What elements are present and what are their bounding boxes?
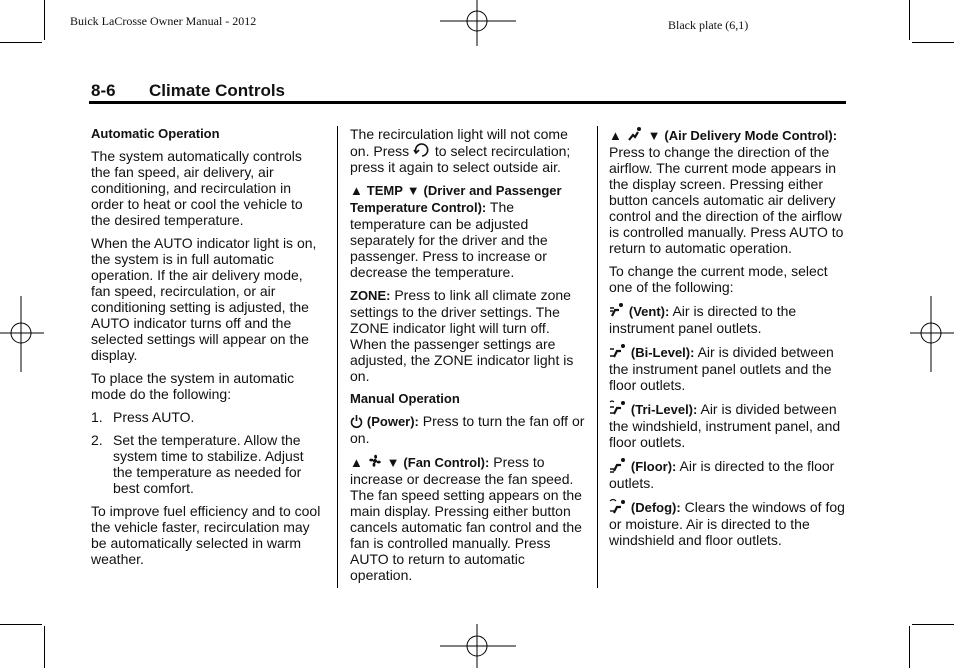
paragraph: To improve fuel efficiency and to cool the vehicle faster, recirculation may be automatically selected in warm weather.: [91, 503, 321, 567]
crop-mark: [912, 42, 954, 43]
paragraph: To place the system in automatic mode do the following:: [91, 370, 295, 402]
registration-mark: [440, 0, 516, 46]
text: The recirculation light will not come on. Press: [350, 126, 568, 159]
trilevel-paragraph: [609, 400, 847, 450]
bold-term: ZONE:: [350, 288, 391, 303]
bold-term: (Vent):: [628, 304, 670, 319]
temp-paragraph: [350, 182, 588, 280]
down-arrow-icon: ▼: [647, 128, 661, 143]
tri-level-mode-icon: [609, 400, 627, 416]
power-paragraph: [350, 413, 588, 446]
text: Air is directed to the floor outlets.: [609, 458, 835, 491]
bold-term: (Fan Control):: [403, 455, 490, 470]
bold-term: (Power):: [366, 414, 419, 429]
plate-label: Black plate (6,1): [668, 18, 749, 32]
down-arrow-icon: ▼: [386, 455, 400, 470]
defog-paragraph: [609, 498, 847, 548]
paragraph: To change the current mode, select one of the following:: [609, 263, 828, 295]
air-delivery-mode-icon: [626, 126, 644, 142]
manual-operation-heading: Manual Operation: [350, 391, 460, 406]
text: Air is divided between the windshield, instrument panel, and floor outlets.: [609, 401, 841, 450]
column-3: [609, 126, 847, 555]
text: to select recirculation; press it again to select outside air.: [350, 143, 571, 175]
bi-level-mode-icon: [609, 343, 627, 359]
bold-term: (Defog):: [630, 500, 681, 515]
step-text: Set the temperature. Allow the system time to stabilize. Adjust the temperature as needed for best comfort.: [113, 432, 304, 496]
text: Press to increase or decrease the fan speed. The fan speed setting appears on the main display. Pressing either button cancels automatic fan control and the fan is controlled manually. Press AUTO to return to automatic operation.: [350, 454, 582, 583]
crop-mark: [44, 0, 45, 40]
floor-mode-icon: [609, 457, 627, 473]
text: Clears the windows of fog or moisture. Air is directed to the windshield and floor outlets.: [609, 499, 845, 548]
down-arrow-icon: ▼: [406, 183, 420, 198]
registration-mark: [0, 296, 44, 372]
crop-mark: [0, 624, 42, 625]
crop-mark: [0, 42, 42, 43]
vent-paragraph: [609, 302, 847, 336]
power-icon: [350, 414, 363, 428]
column-divider: [337, 126, 338, 588]
crop-mark: [44, 626, 45, 668]
floor-paragraph: [609, 457, 847, 491]
title-rule: [89, 101, 846, 104]
column-divider: [597, 126, 598, 588]
text: Air is directed to the instrument panel outlets.: [609, 303, 797, 336]
list-item: [91, 432, 323, 496]
registration-mark: [440, 624, 516, 668]
section-name: Climate Controls: [149, 81, 286, 100]
fan-paragraph: [350, 453, 588, 583]
text: Press to change the direction of the airflow. The current mode appears in the display screen. Pressing either button cancels automatic air delivery control and the direction of the airflow is controlled manually. Press AUTO to return to automatic operation.: [609, 144, 844, 256]
defog-mode-icon: [609, 498, 627, 514]
text: The temperature can be adjusted separately for the driver and the passenger. Press to increase or decrease the temperature.: [350, 199, 548, 280]
step-number: 1.: [91, 409, 103, 425]
step-text: Press AUTO.: [113, 409, 195, 425]
list-item: [91, 409, 323, 425]
zone-paragraph: [350, 287, 588, 384]
column-2: [350, 126, 588, 590]
step-number: 2.: [91, 432, 103, 448]
temp-label: TEMP: [366, 183, 403, 198]
steps-list: [91, 409, 323, 496]
bold-term: (Bi-Level):: [630, 345, 695, 360]
section-title: [91, 81, 285, 101]
section-number: 8-6: [91, 81, 116, 100]
text: Press to turn the fan off or on.: [350, 413, 585, 446]
up-arrow-icon: ▲: [350, 183, 363, 198]
bilevel-paragraph: [609, 343, 847, 393]
crop-mark: [912, 624, 954, 625]
air-delivery-paragraph: [609, 126, 847, 256]
registration-mark: [910, 296, 954, 372]
up-arrow-icon: ▲: [350, 455, 363, 470]
fan-icon: [367, 453, 383, 469]
bold-term: (Floor):: [630, 459, 677, 474]
bold-term: (Air Delivery Mode Control):: [664, 128, 838, 143]
automatic-operation-heading: Automatic Operation: [91, 126, 220, 141]
recirculation-paragraph: [350, 126, 588, 175]
text: Air is divided between the instrument panel outlets and the floor outlets.: [609, 344, 834, 393]
bold-term: (Tri-Level):: [630, 402, 698, 417]
up-arrow-icon: ▲: [609, 128, 622, 143]
crop-mark: [909, 0, 910, 40]
column-1: [91, 126, 323, 574]
bold-term: (Driver and Passenger Temperature Control):: [350, 183, 562, 215]
vent-mode-icon: [609, 302, 625, 318]
crop-mark: [909, 626, 910, 668]
paragraph: The system automatically controls the fan speed, air delivery, air conditioning, and recirculation in order to heat or cool the vehicle to the desired temperature.: [91, 148, 303, 228]
manual-title-header: Buick LaCrosse Owner Manual - 2012: [70, 14, 257, 28]
recirculation-icon: [413, 142, 431, 158]
paragraph: When the AUTO indicator light is on, the system is in full automatic operation. If the air delivery mode, fan speed, recirculation, or air conditioning setting is adjusted, the AUTO indicator turns off and the selected settings will appear on the display.: [91, 235, 317, 363]
text: Press to link all climate zone settings to the driver settings. The ZONE indicator light will turn off. When the passenger settings are adjusted, the ZONE indicator light is on.: [350, 287, 574, 384]
